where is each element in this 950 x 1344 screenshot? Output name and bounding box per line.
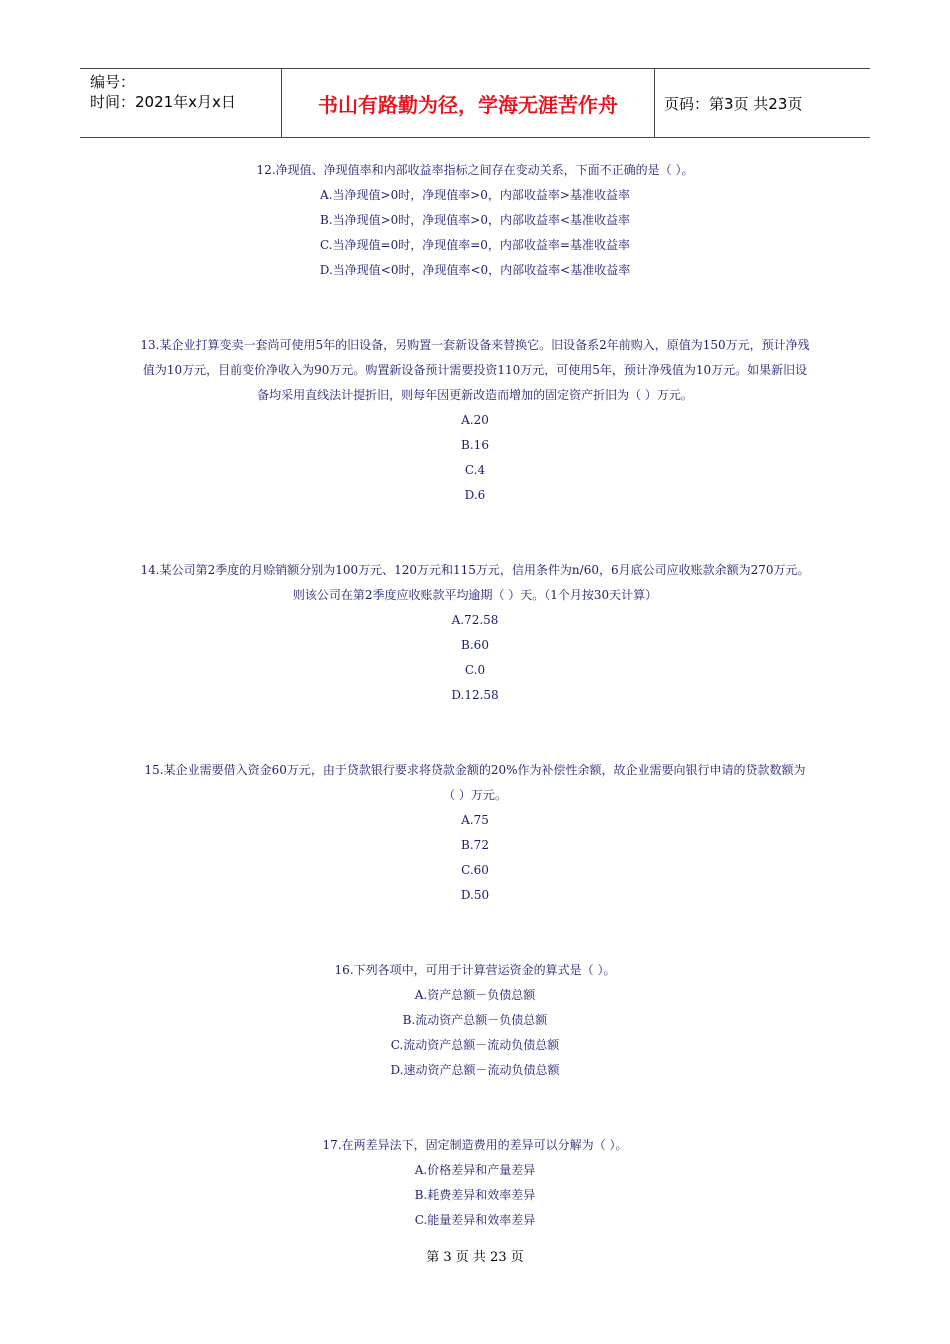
question-option: D.速动资产总额－流动负债总额: [390, 1063, 560, 1077]
page-header: [80, 68, 870, 138]
question-option: C.60: [461, 863, 489, 877]
question-option: A.72.58: [451, 613, 499, 627]
question-option: C.流动资产总额－流动负债总额: [390, 1038, 560, 1052]
question-option: B.16: [461, 438, 489, 452]
question-block: [140, 558, 810, 708]
header-meta: [90, 72, 236, 112]
page-footer: 第 3 页 共 23 页: [426, 1250, 524, 1265]
question-option: A.当净现值>0时，净现值率>0，内部收益率>基准收益率: [320, 188, 630, 202]
question-stem: 13.某企业打算变卖一套尚可使用5年的旧设备，另购置一套新设备来替换它。旧设备系2年前购入，原值为150万元，预计净残值为10万元，目前变价净收入为90万元。购置新设备预计需要投资110万元，可使用5年，预计净残值为10万元。如果新旧设备均采用直线法计提折旧，则每年因更新改造而增加的固定资产折旧为（ ）万元。: [140, 338, 810, 402]
header-motto: 书山有路勤为径，学海无涯苦作舟: [318, 92, 618, 117]
question-option: C.0: [464, 663, 486, 677]
question-option: C.4: [464, 463, 486, 477]
question-gap: [140, 708, 810, 758]
question-option: B.60: [461, 638, 489, 652]
question-stem: 14.某公司第2季度的月赊销额分别为100万元、120万元和115万元，信用条件为n/60，6月底公司应收账款余额为270万元。则该公司在第2季度应收账款平均逾期（ ）天。（1个月按30天计算）: [140, 563, 810, 602]
header-page-info: 页码：第3页 共23页: [664, 94, 803, 113]
question-option: A.75: [461, 813, 489, 827]
question-option: C.当净现值=0时，净现值率=0，内部收益率=基准收益率: [319, 238, 630, 252]
question-option: A.20: [461, 413, 489, 427]
question-option: B.当净现值>0时，净现值率>0，内部收益率<基准收益率: [319, 213, 631, 227]
question-block: [140, 758, 810, 908]
question-option: D.当净现值<0时，净现值率<0，内部收益率<基准收益率: [319, 263, 631, 277]
question-block: [140, 158, 810, 283]
question-option: C.能量差异和效率差异: [414, 1213, 536, 1227]
doc-code-label: 编号：: [90, 73, 136, 91]
question-option: A.价格差异和产量差异: [414, 1163, 536, 1177]
question-option: D.6: [464, 488, 486, 502]
question-gap: [140, 908, 810, 958]
question-stem: 12.净现值、净现值率和内部收益率指标之间存在变动关系，下面不正确的是（ ）。: [256, 163, 694, 177]
question-stem: 17.在两差异法下，固定制造费用的差异可以分解为（ ）。: [322, 1138, 628, 1152]
doc-time: 时间：2021年x月x日: [90, 93, 236, 111]
header-divider: [654, 69, 655, 137]
question-block: [140, 333, 810, 508]
question-gap: [140, 1083, 810, 1133]
question-stem: 15.某企业需要借入资金60万元，由于贷款银行要求将贷款金额的20%作为补偿性余额，故企业需要向银行申请的贷款数额为（ ）万元。: [144, 763, 806, 802]
question-option: A.资产总额－负债总额: [414, 988, 536, 1002]
question-gap: [140, 508, 810, 558]
question-gap: [140, 283, 810, 333]
question-option: B.耗费差异和效率差异: [414, 1188, 536, 1202]
question-option: D.12.58: [451, 688, 499, 702]
question-option: B.72: [461, 838, 489, 852]
question-option: D.50: [460, 888, 490, 902]
question-stem: 16.下列各项中，可用于计算营运资金的算式是（ ）。: [334, 963, 616, 977]
question-option: B.流动资产总额－负债总额: [402, 1013, 548, 1027]
question-list: [140, 158, 810, 1233]
question-block: [140, 958, 810, 1083]
question-block: [140, 1133, 810, 1233]
